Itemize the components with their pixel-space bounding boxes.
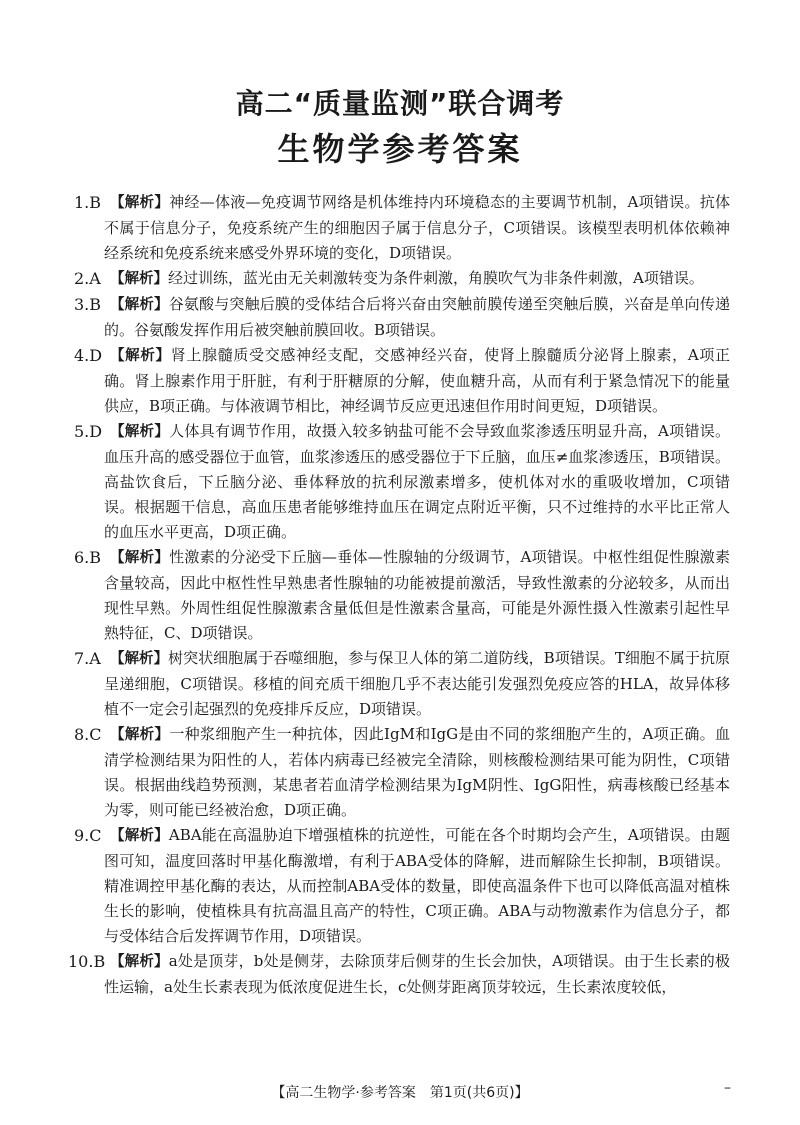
answer-explanation: ABA能在高温胁迫下增强植株的抗逆性，可能在各个时期均会产生，A项错误。由题图可知，温度回落时甲基化酶激增，有利于ABA受体的降解，进而解除生长抑制，B项错误。精准调控甲基化酶的表达，从而控制ABA受体的数量，即使高温条件下也可以降低高温对植株生长的影响，使植株具有抗高温且高产的特性，C项正确。ABA与动物激素作为信息分子，都与受体结合后发挥调节作用，D项错误。	[104, 826, 730, 945]
answer-number: 5.D	[74, 422, 103, 441]
answer-item-8	[74, 722, 730, 823]
answer-item-5	[74, 419, 731, 545]
answer-item-6	[74, 545, 731, 646]
analysis-tag: 【解析】	[110, 424, 170, 440]
answer-explanation: 树突状细胞属于吞噬细胞，参与保卫人体的第二道防线，B项错误。T细胞不属于抗原呈递细胞，C项错误。移植的间充质干细胞几乎不表达能引发强烈免疫应答的HLA，故异体移植不一定会引起强烈的免疫排斥反应，D项错误。	[104, 649, 730, 718]
answer-number: 8.C	[74, 725, 102, 744]
answer-explanation: 经过训练，蓝光由无关刺激转变为条件刺激，角膜吹气为非条件刺激，A项错误。	[168, 269, 704, 287]
answer-explanation: 神经—体液—免疫调节网络是机体维持内环境稳态的主要调节机制，A项错误。抗体不属于信息分子，免疫系统产生的细胞因子属于信息分子，C项错误。该模型表明机体依赖神经系统和免疫系统来感受外界环境的变化，D项错误。	[104, 193, 731, 262]
answer-item-1	[74, 190, 731, 266]
answer-explanation: 一种浆细胞产生一种抗体，因此IgM和IgG是由不同的浆细胞产生的，A项正确。血清学检测结果为阳性的人，若体内病毒已经被完全清除，则核酸检测结果可能为阴性，C项错误。根据曲线趋势预测，某患者若血清学检测结果为IgM阴性、IgG阳性，病毒核酸已经基本为零，则可能已经被治愈，D项正确。	[104, 725, 730, 819]
answer-explanation: 肾上腺髓质受交感神经支配，交感神经兴奋，使肾上腺髓质分泌肾上腺素，A项正确。肾上腺素作用于肝脏，有利于肝糖原的分解，使血糖升高，从而有利于紧急情况下的能量供应，B项正确。与体液调节相比，神经调节反应更迅速但作用时间更短，D项错误。	[104, 346, 730, 415]
answer-explanation: a处是顶芽，b处是侧芽，去除顶芽后侧芽的生长会加快，A项错误。由于生长素的极性运输，a处生长素表现为低浓度促进生长，c处侧芽距离顶芽较远，生长素浓度较低，	[104, 952, 730, 996]
answer-number: 4.D	[74, 346, 103, 365]
corner-mark: –	[724, 1080, 731, 1096]
page-footer: 【高二生物学·参考答案 第1页(共6页)】	[271, 1085, 529, 1101]
answer-item-7	[74, 646, 730, 722]
answer-item-10	[68, 949, 730, 1000]
answer-explanation: 性激素的分泌受下丘脑—垂体—性腺轴的分级调节，A项错误。中枢性组促性腺激素含量较高，因此中枢性性早熟患者性腺轴的功能被提前激活，导致性激素的分泌较多，从而出现性早熟。外周性组促性腺激素含量低但是性激素含量高，可能是外源性摄入性激素引起性早熟特征，C、D项错误。	[104, 548, 731, 642]
answer-key-title: 生物学参考答案	[277, 130, 523, 168]
answer-explanation: 谷氨酸与突触后膜的受体结合后将兴奋由突触前膜传递至突触后膜，兴奋是单向传递的。谷氨酸发挥作用后被突触前膜回收。B项错误。	[104, 295, 730, 339]
analysis-tag: 【解析】	[110, 297, 169, 313]
answer-number: 3.B	[74, 295, 102, 314]
answers-list	[0, 190, 800, 1000]
analysis-tag: 【解析】	[110, 195, 170, 211]
analysis-tag: 【解析】	[110, 727, 170, 743]
answer-item-9	[74, 823, 730, 949]
analysis-tag: 【解析】	[110, 828, 169, 844]
analysis-tag: 【解析】	[110, 271, 168, 287]
answer-item-4	[74, 343, 730, 419]
answer-item-3	[74, 292, 730, 343]
analysis-tag: 【解析】	[110, 348, 171, 364]
analysis-tag: 【解析】	[110, 954, 169, 970]
answer-number: 10.B	[68, 952, 106, 971]
answer-number: 9.C	[74, 826, 102, 845]
analysis-tag: 【解析】	[110, 651, 169, 667]
answer-number: 6.B	[74, 548, 102, 567]
answer-item-2	[74, 266, 730, 292]
answer-number: 2.A	[74, 269, 101, 288]
answer-explanation: 人体具有调节作用，故摄入较多钠盐可能不会导致血浆渗透压明显升高，A项错误。血压升高的感受器位于血管，血浆渗透压的感受器位于下丘脑，血压≠血浆渗透压，B项错误。高盐饮食后，下丘脑分泌、垂体释放的抗利尿激素增多，使机体对水的重吸收增加，C项错误。根据题干信息，高血压患者能够维持血压在调定点附近平衡，只不过维持的水平比正常人的血压水平更高，D项正确。	[104, 422, 731, 541]
answer-number: 7.A	[74, 649, 101, 668]
analysis-tag: 【解析】	[110, 550, 170, 566]
answer-number: 1.B	[74, 193, 102, 212]
exam-title: 高二“质量监测”联合调考	[235, 87, 565, 120]
